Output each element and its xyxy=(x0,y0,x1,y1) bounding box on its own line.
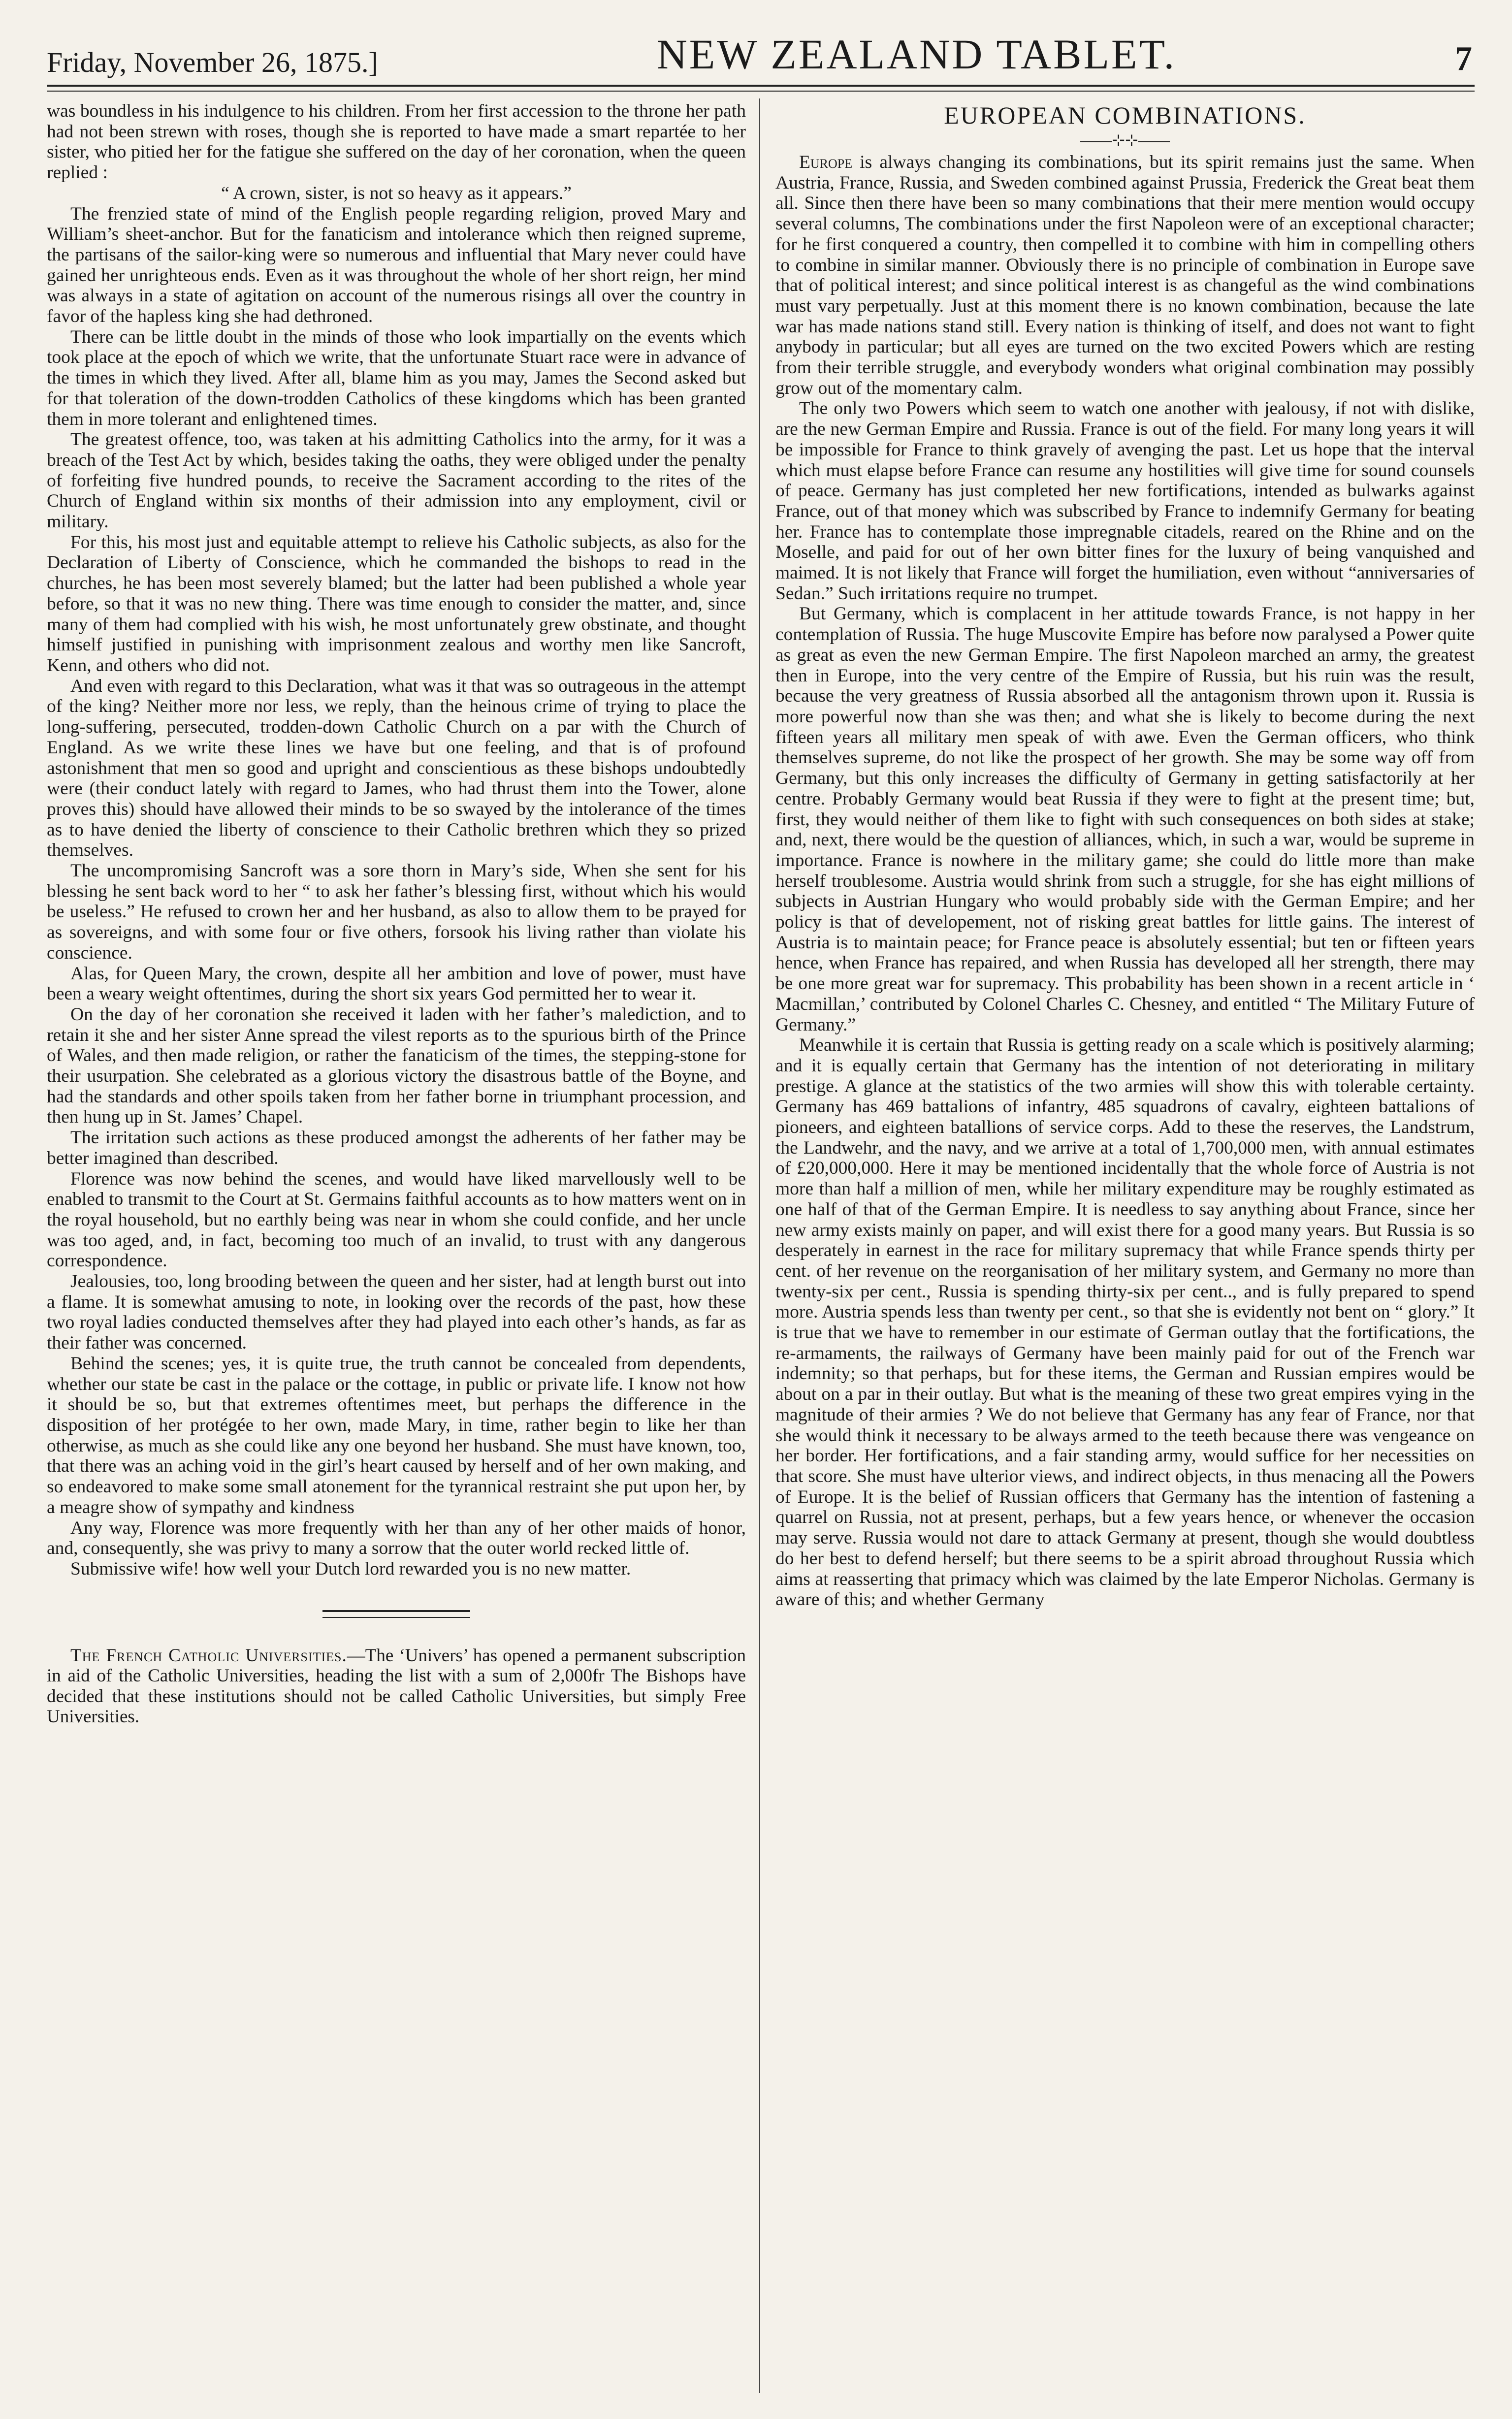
article-paragraph: There can be little doubt in the minds of those who look impartially on the events which took place at the epoch of which we write, that the unfortunate Stuart race were in advance of the times in which they lived. After all, blame him as you may, James the Second asked but for that toleration of the down-trodden Catholics of these kingdoms which has been granted them in more tolerant and enlightened times. xyxy=(47,326,746,429)
newspaper-title: NEW ZEALAND TABLET. xyxy=(656,31,1177,78)
left-column xyxy=(47,101,746,1727)
article-paragraph: was boundless in his indulgence to his children. From her first accession to the throne her path had not been strewn with roses, though she is reported to have made a smart repartée to her sister, who pitied her for the fatigue she suffered on the day of her coronation, when the queen replied : xyxy=(47,101,746,183)
article-paragraph: Any way, Florence was more frequently with her than any of her other maids of honor, and, consequently, she was privy to many a sorrow that the outer world recked little of. xyxy=(47,1517,746,1559)
article-paragraph: Meanwhile it is certain that Russia is getting ready on a scale which is positively alarming; and it is equally certain that Germany has the intention of not deteriorating in military prestige. A glance at the statistics of the two armies will show this with tolerable certainty. Germany has 469 battalions of infantry, 485 squadrons of cavalry, eighteen battalions of pioneers, and eighteen batallions of service corps. Add to these the reserves, the Landstrum, the Landwehr, and the navy, and we arrive at a total of 1,700,000 men, with annual estimates of £20,000,000. Here it may be mentioned incidentally that the whole force of Austria is not more than half a million of men, while her military expenditure may be roughly estimated as one half of that of the German Empire. It is needless to say anything about France, since her new army exists mainly on paper, and will exist there for a good many years. But Russia is so desperately in earnest in the race for military supremacy that while France spends thirty per cent. of her revenue on the reorganisation of her military system, and Germany no more than twenty-six per cent., Russia is spending thirty-six per cent.., and is fully prepared to spend more. Austria spends less than twenty per cent., so that she is evidently not bent on “ glory.” It is true that we have to remember in our estimate of German outlay that the fortifications, the re-armaments, the railways of Germany have been mainly paid for out of the French war indemnity; so that perhaps, but for these items, the German and Russian empires would be about on a par in their outlay. But what is the meaning of these two great empires vying in the magnitude of their armies ? We do not believe that Germany has any fear of France, nor that she would think it necessary to be always armed to the teeth because there was vengeance on her border. Her fortifications, and a fair standing army, would suffice for her necessities on that score. She must have ulterior views, and indirect objects, in thus menacing all the Powers of Europe. It is the belief of Russian officers that Germany has the intention of fastening a quarrel on Russia, not at present, perhaps, but a few years hence, or whenever the occasion may serve. Russia would not dare to attack Germany at present, though she would doubtless do her best to defend herself; but there seems to be a spirit abroad throughout Russia which aims at reasserting that primacy which was claimed by the late Emperor Nicholas. Germany is aware of this; and whether Germany xyxy=(775,1035,1475,1610)
article-paragraph xyxy=(775,152,1475,398)
right-column xyxy=(775,101,1475,1610)
article-paragraph: Alas, for Queen Mary, the crown, despite all her ambition and love of power, must have been a weary weight oftentimes, during the short six years God permitted her to wear it. xyxy=(47,963,746,1004)
article-paragraph: Florence was now behind the scenes, and would have liked marvellously well to be enabled to transmit to the Court at St. Germains faithful accounts as to how matters went on in the royal household, but no earthly being was near in whom she could confide, and her uncle was too aged, and, in fact, becoming too much of an invalid, to trust with any dangerous correspondence. xyxy=(47,1168,746,1271)
article-paragraph: The irritation such actions as these produced amongst the adherents of her father may be better imagined than described. xyxy=(47,1128,746,1168)
notice-title: The French Catholic Universities. xyxy=(70,1645,347,1666)
section-divider xyxy=(322,1610,470,1618)
article-paragraph: But Germany, which is complacent in her attitude towards France, is not happy in her contemplation of Russia. The huge Muscovite Empire has before now paralysed a Power quite as great as even the new German Empire. The first Napoleon marched an army, the greatest then in Europe, into the very centre of the Empire of Russia, but his ruin was the result, because the very greatness of Russia absorbed all the antagonism thrown upon it. Russia is more powerful now than she was then; and what she is likely to become during the next fifteen years all military men speak of with awe. Even the German officers, who think themselves supreme, do not like the prospect of her growth. She may be some way off from Germany, but this only increases the difficulty of Germany in getting satisfactorily at her centre. Probably Germany would beat Russia if they were to fight at the present time; but, first, they would neither of them like to fight with such consequences on both sides at stake; and, next, there would be the question of alliances, which, in such a war, would be supreme in importance. France is nowhere in the military game; she could do little more than make herself troublesome. Austria would shrink from such a struggle, for she has eight millions of subjects in Austrian Hungary who would probably side with the German Empire; and her policy is that of developement, not of risking great battles for little gains. The interest of Austria is to maintain peace; for France peace is absolutely essential; but ten or fifteen years hence, when France has repaired, and when Russia has developed all her strength, there may be one more great war for supremacy. This probability has been shown in a recent article in ‘ Macmillan,’ contributed by Colonel Charles C. Chesney, and entitled “ The Military Future of Germany.” xyxy=(775,604,1475,1035)
issue-date: Friday, November 26, 1875.] xyxy=(47,46,378,78)
lead-word: Europe xyxy=(799,152,853,172)
lead-paragraph-text: is always changing its combinations, but its spirit remains just the same. When Austria, France, Russia, and Sweden combined against Prussia, Frederick the Great beat them all. Since then there have been so many combinations that their mere mention would occupy several columns, The combinations under the first Napoleon were of an exceptional character; for he first conquered a country, then compelled it to combine with him in compelling others to combine in similar manner. Obviously there is no principle of combination in Europe save that of political interest; and since political interest is as changeful as the wind combinations must vary perpetually. Just at this moment there is no known combination, because the late war has made nations stand still. Every nation is thinking of itself, and does not want to fight anybody in particular; but all eyes are turned on the two excited Powers which are resting from their terrible struggle, and everybody wonders what original combination may possibly grow out of the momentary calm. xyxy=(775,152,1475,398)
masthead-rule-bottom xyxy=(47,91,1475,92)
masthead xyxy=(47,31,1472,79)
article-paragraph: On the day of her coronation she received it laden with her father’s malediction, and to retain it she and her sister Anne spread the vilest reports as to the spurious birth of the Prince of Wales, and then made religion, or rather the fanaticism of the times, the stepping-stone for their usurpation. She celebrated as a glorious victory the disastrous battle of the Boyne, and had the standards and other spoils taken from her father borne in triumphant procession, and then hung up in St. James’ Chapel. xyxy=(47,1004,746,1128)
article-paragraph: Submissive wife! how well your Dutch lord rewarded you is no new matter. xyxy=(70,1558,631,1579)
notice-paragraph xyxy=(47,1645,746,1727)
article-paragraph: Jealousies, too, long brooding between the queen and her sister, had at length burst out into a flame. It is somewhat amusing to note, in looking over the records of the past, how these two royal ladies conducted themselves after they had played into each other’s hands, as far as their father was concerned. xyxy=(47,1271,746,1354)
masthead-rule-top xyxy=(47,85,1475,87)
article-heading: EUROPEAN COMBINATIONS. xyxy=(944,101,1306,129)
article-paragraph: The frenzied state of mind of the English people regarding religion, proved Mary and William’s sheet-anchor. But for the fanaticism and intolerance which then reigned supreme, the partisans of the sailor-king were so numerous and influential that Mary never could have gained her unrighteous ends. Even as it was throughout the whole of her short reign, her mind was always in a state of agitation on account of the numerous risings all over the country in favor of the hapless king she had dethroned. xyxy=(47,203,746,327)
notice-body: —The ‘Univers’ has opened a permanent subscription in aid of the Catholic Universities, heading the list with a sum of 2,000fr The Bishops have decided that these institutions should not be called Catholic Universities, but simply Free Universities. xyxy=(47,1645,746,1727)
article-paragraph: And even with regard to this Declaration, what was it that was so outrageous in the attempt of the king? Neither more nor less, we reply, than the heinous crime of trying to place the long-suffering, persecuted, trodden-down Catholic Church on a par with the Church of England. As we write these lines we have but one feeling, and that is of profound astonishment that men so good and upright and conscientious as these bishops undoubtedly were (their conduct lately with regard to James, who had thrust them into the Tower, alone proves this) should have allowed their minds to be so swayed by the intolerance of the times as to have denied the liberty of conscience to their Catholic brethren which they so prized themselves. xyxy=(47,676,746,861)
article-paragraph: The greatest offence, too, was taken at his admitting Catholics into the army, for it was a breach of the Test Act by which, besides taking the oaths, they were obliged under the penalty of forfeiting five hundred pounds, to receive the Sacrament according to the rites of the Church of England within six months of their admission into any employment, civil or military. xyxy=(47,429,746,532)
heading-ornament: ——⊹⊹—— xyxy=(1080,131,1170,149)
article-paragraph: Behind the scenes; yes, it is quite true, the truth cannot be concealed from dependents, whether our state be cast in the palace or the cottage, in public or private life. I know not how it should be so, but that extremes oftentimes meet, but perhaps the difference in the disposition of her protégée to her own, made Mary, in time, rather begin to like her than otherwise, as much as she could like any one beyond her husband. She must have known, too, that there was an aching void in the girl’s heart caused by herself and of her own making, and so endeavored to make some small atonement for the tyrannical restraint she put upon her, by a meagre show of sympathy and kindness xyxy=(47,1353,746,1517)
article-paragraph: The only two Powers which seem to watch one another with jealousy, if not with dislike, are the new German Empire and Russia. France is out of the field. For many long years it will be impossible for France to think gravely of avenging the past. Let us hope that the interval which must elapse before France can resume any hostilities will give time for sound counsels of peace. Germany has just completed her new fortifications, intended as bulwarks against France, out of that money which was subscribed by France to indemnify Germany for beating her. France has to contemplate those impregnable citadels, reared on the Rhine and on the Moselle, and paid for out of her own bitter fines for the luxury of being vanquished and maimed. It is not likely that France will forget the humiliation, even without “anniversaries of Sedan.” Such irritations require no trumpet. xyxy=(775,398,1475,604)
column-divider xyxy=(759,98,760,2393)
page-number: 7 xyxy=(1455,40,1472,78)
article-quote: “ A crown, sister, is not so heavy as it appears.” xyxy=(221,183,572,203)
article-paragraph: The uncompromising Sancroft was a sore thorn in Mary’s side, When she sent for his blessing he sent back word to her “ to ask her father’s blessing first, without which his would be useless.” He refused to crown her and her husband, as also to allow them to be prayed for as sovereigns, and with some four or five others, forsook his living rather than violate his conscience. xyxy=(47,861,746,963)
article-paragraph: For this, his most just and equitable attempt to relieve his Catholic subjects, as also for the Declaration of Liberty of Conscience, which he commanded the bishops to read in the churches, he has been most severely blamed; but the latter had been published a whole year before, so that it was no new thing. There was time enough to consider the matter, and, since many of them had complied with his wish, he most unfortunately grew obstinate, and thought himself justified in punishing with imprisonment zealous and worthy men like Sancroft, Kenn, and others who did not. xyxy=(47,532,746,676)
